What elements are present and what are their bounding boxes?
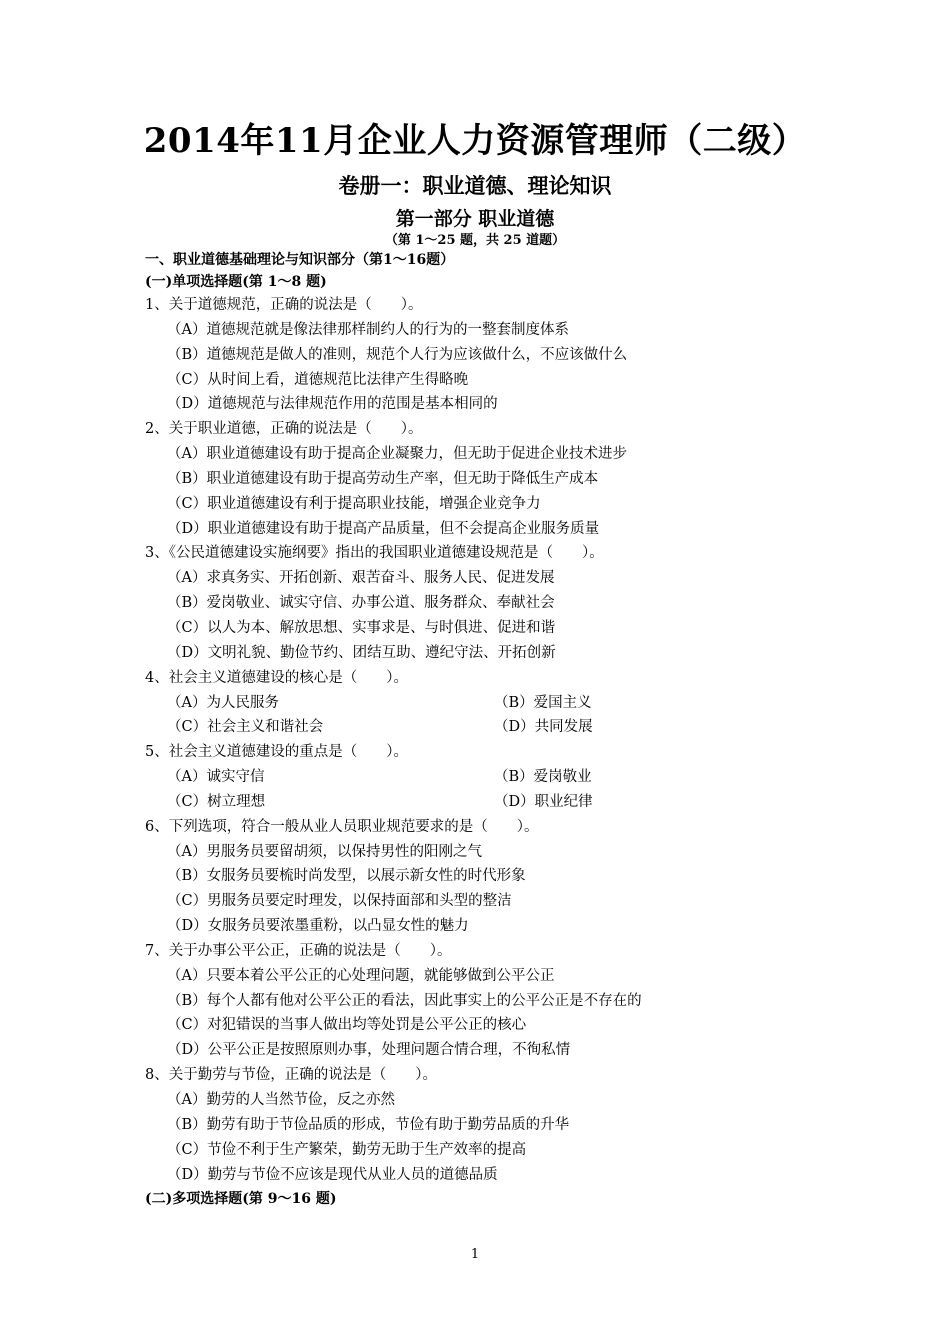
question-option: （D）文明礼貌、勤俭节约、团结互助、遵纪守法、开拓创新 <box>167 644 556 661</box>
subsection-heading-multiple-choice: (二)多项选择题(第 9～16 题) <box>145 1191 337 1208</box>
question-option: （A）诚实守信 <box>167 769 265 786</box>
question-option: （B）女服务员要梳时尚发型，以展示新女性的时代形象 <box>167 868 526 885</box>
question-option: （A）为人民服务 <box>167 694 279 711</box>
question-option: （D）女服务员要浓墨重粉，以凸显女性的魅力 <box>167 918 469 935</box>
question-option: （A）道德规范就是像法律那样制约人的行为的一整套制度体系 <box>167 321 569 338</box>
question-option: （C）以人为本、解放思想、实事求是、与时俱进、促进和谐 <box>167 619 556 636</box>
question-stem: 4、社会主义道德建设的核心是（ ）。 <box>145 669 408 686</box>
question-option: （D）共同发展 <box>494 719 593 736</box>
option-row <box>145 715 865 740</box>
question-option: （B）道德规范是做人的准则，规范个人行为应该做什么，不应该做什么 <box>167 346 628 363</box>
option-row <box>145 691 865 716</box>
question-option: （D）职业道德建设有助于提高产品质量，但不会提高企业服务质量 <box>167 520 600 537</box>
question-stem: 2、关于职业道德，正确的说法是（ ）。 <box>145 421 423 438</box>
question-option: （D）公平公正是按照原则办事，处理问题合情合理，不徇私情 <box>167 1042 571 1059</box>
question-stem: 6、下列选项，符合一般从业人员职业规范要求的是（ ）。 <box>145 818 539 835</box>
part-range: （第 1～25 题，共 25 道题） <box>384 233 566 248</box>
question-option: （C）社会主义和谐社会 <box>167 719 324 736</box>
question-option: （D）勤劳与节俭不应该是现代从业人员的道德品质 <box>167 1166 498 1183</box>
question-list <box>145 249 865 1212</box>
subsection-heading-single-choice: (一)单项选择题(第 1～8 题) <box>145 274 327 290</box>
question-option: （C）从时间上看，道德规范比法律产生得略晚 <box>167 371 469 388</box>
document-title: 2014年11月企业人力资源管理师（二级） <box>143 121 807 161</box>
question-option: （A）只要本着公平公正的心处理问题，就能够做到公平公正 <box>167 967 555 984</box>
section-heading: 一、职业道德基础理论与知识部分（第1～16题） <box>145 252 455 268</box>
question-stem: 8、关于勤劳与节俭，正确的说法是（ ）。 <box>145 1067 437 1084</box>
option-row <box>145 790 865 815</box>
option-row <box>145 765 865 790</box>
question-option: （B）职业道德建设有助于提高劳动生产率，但无助于降低生产成本 <box>167 470 599 487</box>
question-stem: 1、关于道德规范，正确的说法是（ ）。 <box>145 297 423 313</box>
page-number: 1 <box>470 1247 480 1262</box>
question-option: （D）职业纪律 <box>494 793 593 810</box>
question-option: （A）职业道德建设有助于提高企业凝聚力，但无助于促进企业技术进步 <box>167 446 627 463</box>
question-option: （B）爱岗敬业 <box>494 769 592 786</box>
question-option: （A）男服务员要留胡须，以保持男性的阳刚之气 <box>167 843 482 860</box>
question-stem: 3、《公民道德建设实施纲要》指出的我国职业道德建设规范是（ ）。 <box>145 545 604 562</box>
question-option: （C）节俭不利于生产繁荣，勤劳无助于生产效率的提高 <box>167 1141 527 1158</box>
question-option: （B）勤劳有助于节俭品质的形成，节俭有助于勤劳品质的升华 <box>167 1116 570 1133</box>
question-option: （C）职业道德建设有利于提高职业技能，增强企业竞争力 <box>167 495 541 512</box>
question-stem: 7、关于办事公平公正，正确的说法是（ ）。 <box>145 942 452 959</box>
question-option: （B）爱岗敬业、诚实守信、办事公道、服务群众、奉献社会 <box>167 595 555 612</box>
question-option: （B）每个人都有他对公平公正的看法，因此事实上的公平公正是不存在的 <box>167 992 642 1009</box>
part-title: 第一部分 职业道德 <box>395 208 555 230</box>
question-option: （C）男服务员要定时理发，以保持面部和头型的整洁 <box>167 893 512 910</box>
question-option: （C）对犯错误的当事人做出均等处罚是公平公正的核心 <box>167 1017 527 1034</box>
volume-subtitle: 卷册一：职业道德、理论知识 <box>338 173 612 198</box>
question-option: （C）树立理想 <box>167 793 266 810</box>
question-stem: 5、社会主义道德建设的重点是（ ）。 <box>145 744 408 761</box>
question-option: （D）道德规范与法律规范作用的范围是基本相同的 <box>167 396 498 413</box>
question-option: （A）求真务实、开拓创新、艰苦奋斗、服务人民、促进发展 <box>167 570 555 587</box>
question-option: （B）爱国主义 <box>494 694 592 711</box>
question-option: （A）勤劳的人当然节俭，反之亦然 <box>167 1092 395 1108</box>
